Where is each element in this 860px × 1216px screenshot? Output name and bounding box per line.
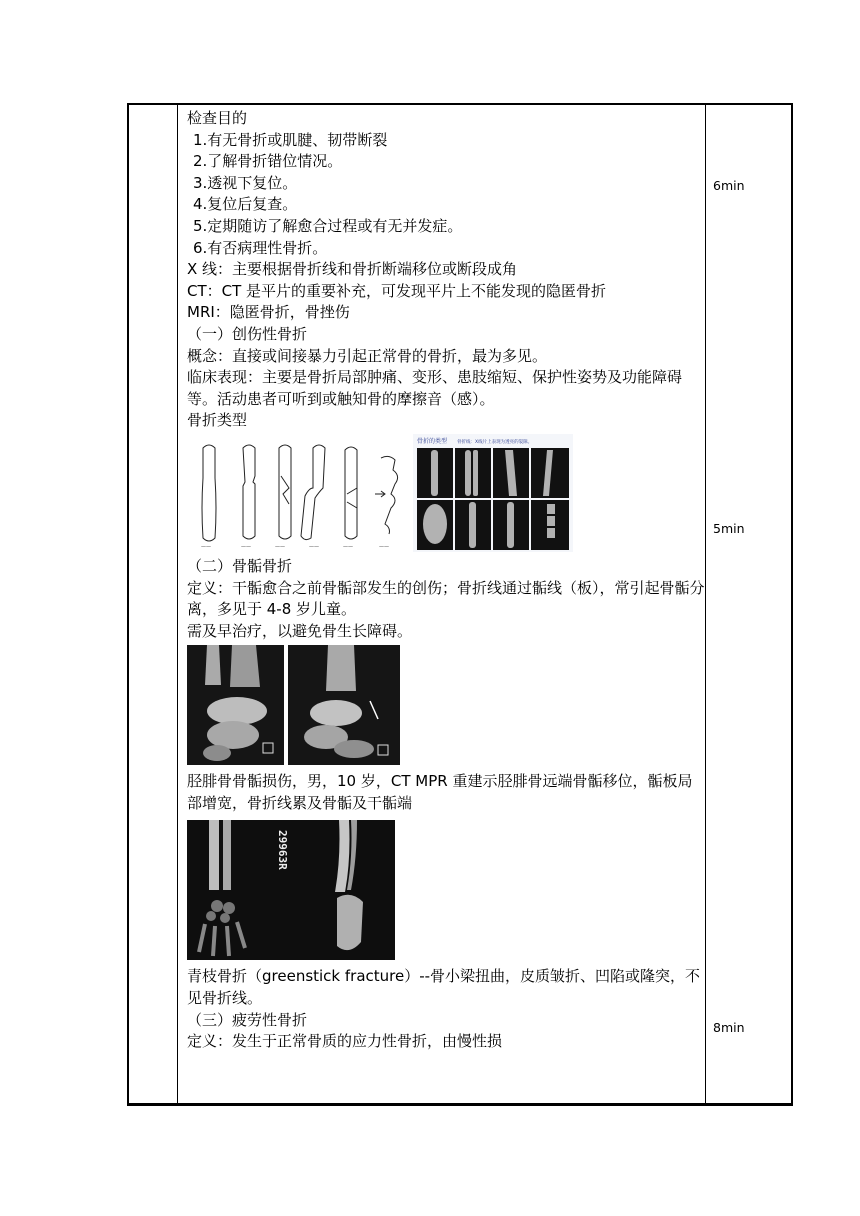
lesson-table — [127, 103, 793, 1106]
svg-text:——: —— — [201, 543, 211, 550]
time-label: 8min — [713, 1020, 745, 1035]
xray-marker: 29963R — [276, 830, 289, 871]
xray-text: X 线：主要根据骨折线和骨折断端移位或断段成角 — [187, 260, 518, 279]
list-item: 4.复位后复查。 — [193, 195, 298, 214]
fracture-types-heading: 骨折类型 — [187, 411, 248, 430]
list-item: 6.有否病理性骨折。 — [193, 238, 328, 257]
concept-text: 概念：直接或间接暴力引起正常骨的骨折，最为多见。 — [187, 346, 548, 365]
ct-caption: 胫腓骨骨骺损伤，男，10 岁，CT MPR 重建示胫腓骨远端骨骺移位，骺板局部增宽，骨折线累及骨骺及干骺端 — [187, 772, 693, 812]
svg-text:——: —— — [275, 543, 285, 550]
fracture-figures — [187, 434, 707, 552]
greenstick-text: 青枝骨折（greenstick fracture）--骨小梁扭曲，皮质皱折、凹陷或隆突，不见骨折线。 — [187, 967, 701, 1008]
heading-purpose: 检查目的 — [187, 109, 248, 127]
list-item: 3.透视下复位。 — [193, 173, 298, 192]
lesson-content — [187, 108, 707, 1053]
list-item: 5.定期随访了解愈合过程或有无并发症。 — [193, 216, 463, 235]
time-label: 5min — [713, 521, 745, 536]
svg-text:——: —— — [309, 543, 319, 550]
treatment-note: 需及早治疗，以避免骨生长障碍。 — [187, 621, 413, 640]
greenstick-xray — [187, 820, 707, 962]
time-label: 6min — [713, 178, 745, 193]
ct-text: CT：CT 是平片的重要补充，可发现平片上不能发现的隐匿骨折 — [187, 281, 607, 300]
fatigue-definition: 定义：发生于正常骨质的应力性骨折，由慢性损 — [187, 1032, 503, 1051]
panel-subtitle: 骨折线：X线片上表现为透亮的裂隙。 — [457, 439, 533, 445]
list-item: 1.有无骨折或肌腱、韧带断裂 — [193, 130, 388, 149]
section-heading: （三）疲劳性骨折 — [187, 1010, 308, 1029]
ct-image-left — [187, 645, 284, 765]
list-item: 2.了解骨折错位情况。 — [193, 152, 343, 171]
clinical-text: 临床表现：主要是骨折局部肿痛、变形、患肢缩短、保护性姿势及功能障碍等。活动患者可听到或触知骨的摩擦音（感）。 — [187, 368, 683, 408]
svg-text:——: —— — [379, 543, 389, 550]
fracture-xray-panel — [413, 434, 573, 552]
section-heading: （一）创伤性骨折 — [187, 324, 308, 343]
ct-image-right — [288, 645, 400, 765]
svg-text:——: —— — [241, 543, 251, 550]
greenstick-image — [187, 820, 395, 960]
definition-text: 定义：干骺愈合之前骨骺部发生的创伤；骨折线通过骺线（板），常引起骨骺分离，多见于 4-8 岁儿童。 — [187, 578, 705, 619]
mri-text: MRI：隐匿骨折，骨挫伤 — [187, 303, 350, 322]
column-divider — [177, 105, 178, 1103]
fracture-type-diagram — [195, 436, 407, 552]
section-heading: （二）骨骺骨折 — [187, 556, 293, 575]
panel-title: 骨折的类型 — [417, 437, 448, 445]
svg-text:——: —— — [343, 543, 353, 550]
ct-images — [187, 645, 707, 767]
